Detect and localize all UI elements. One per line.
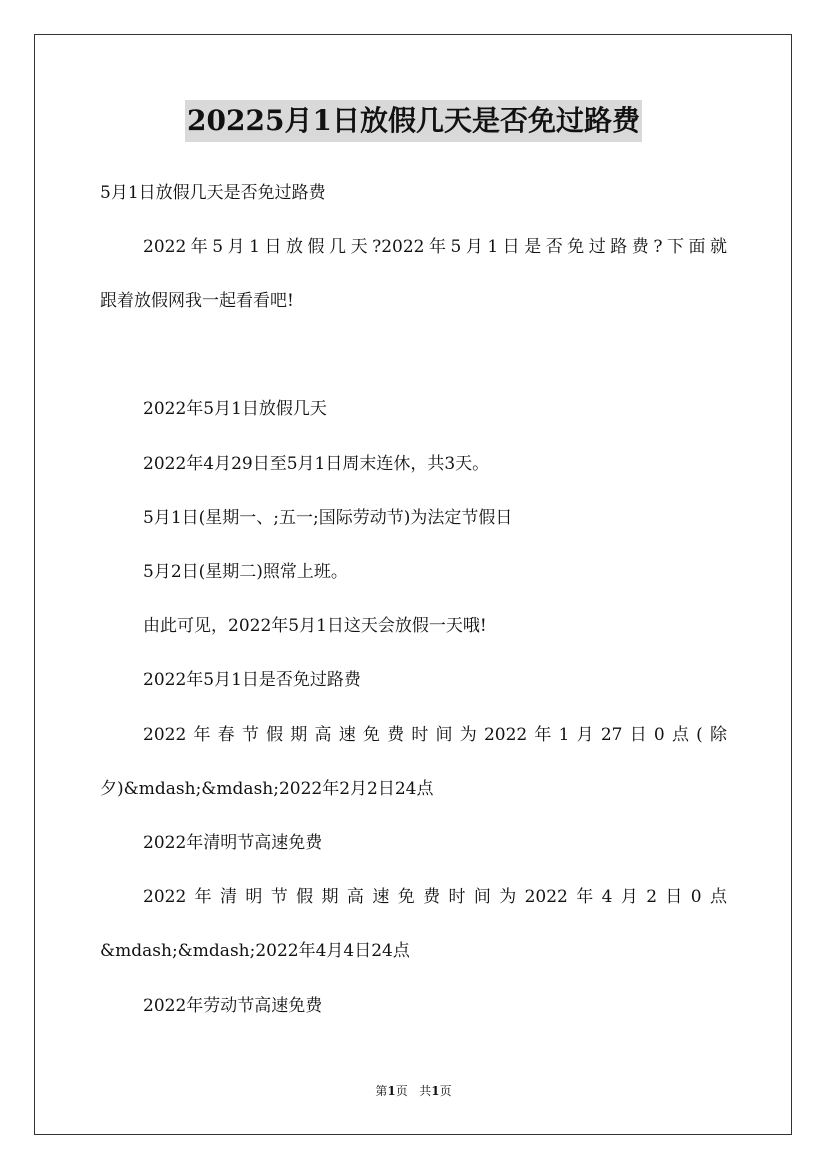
paragraph-intro-line2: 跟着放假网我一起看看吧! <box>100 291 294 311</box>
paragraph-legal-holiday: 5月1日(星期一、;五一;国际劳动节)为法定节假日 <box>143 508 513 528</box>
paragraph-subtitle: 5月1日放假几天是否免过路费 <box>100 183 326 203</box>
paragraph-spring-festival-line2: 夕)&mdash;&mdash;2022年2月2日24点 <box>100 779 434 799</box>
page-footer <box>0 1083 827 1099</box>
paragraph-spring-festival-line1: 2022年春节假期高速免费时间为2022年1月27日0点(除 <box>143 725 727 745</box>
paragraph-heading-qingming: 2022年清明节高速免费 <box>143 833 323 853</box>
paragraph-heading-days: 2022年5月1日放假几天 <box>143 399 327 419</box>
paragraph-work-day: 5月2日(星期二)照常上班。 <box>143 562 348 582</box>
paragraph-qingming-line1: 2022年清明节假期高速免费时间为2022年4月2日0点 <box>143 887 727 907</box>
footer-total-suffix: 页 <box>439 1084 452 1098</box>
paragraph-heading-labor-day: 2022年劳动节高速免费 <box>143 996 323 1016</box>
footer-page-number: 1 <box>387 1084 396 1098</box>
paragraph-heading-toll: 2022年5月1日是否免过路费 <box>143 670 361 690</box>
paragraph-conclusion: 由此可见，2022年5月1日这天会放假一天哦! <box>143 616 487 636</box>
footer-page-prefix: 第 <box>375 1084 388 1098</box>
paragraph-holiday-range: 2022年4月29日至5月1日周末连休，共3天。 <box>143 454 490 474</box>
paragraph-qingming-line2: &mdash;&mdash;2022年4月4日24点 <box>100 941 410 961</box>
footer-total-prefix: 共 <box>419 1084 432 1098</box>
document-title: 20225月1日放假几天是否免过路费 <box>185 100 642 142</box>
footer-page-suffix: 页 <box>395 1084 408 1098</box>
paragraph-intro-line1: 2022年5月1日放假几天?2022年5月1日是否免过路费?下面就 <box>143 237 727 257</box>
footer-total-pages: 1 <box>431 1084 440 1098</box>
document-title-wrapper <box>0 100 827 142</box>
